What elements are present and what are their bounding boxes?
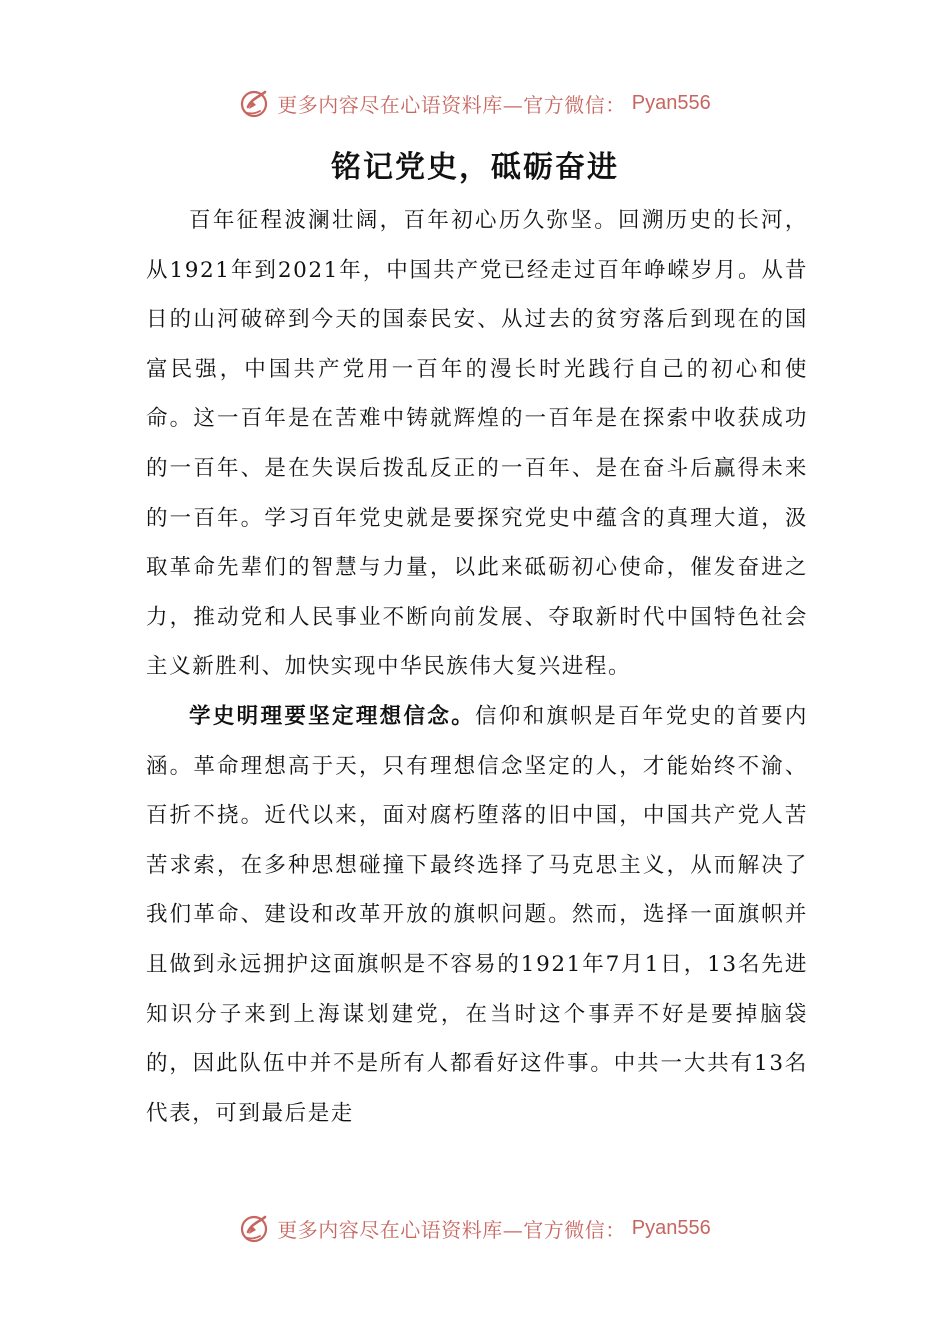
paragraph-intro-text: 百年征程波澜壮阔，百年初心历久弥坚。回溯历史的长河，从1921年到2021年，中国共产党已经走过百年峥嵘岁月。从昔日的山河破碎到今天的国泰民安、从过去的贫穷落后到现在的国富民强，中国共产党用一百年的漫长时光践行自己的初心和使命。这一百年是在苦难中铸就辉煌的一百年是在探索中收获成功的一百年、是在失误后拨乱反正的一百年、是在奋斗后赢得未来的一百年。学习百年党史就是要探究党史中蕴含的真理大道，汲取革命先辈们的智慧与力量，以此来砥砺初心使命，催发奋进之力，推动党和人民事业不断向前发展、夺取新时代中国特色社会主义新胜利、加快实现中华民族伟大复兴进程。	[146, 208, 808, 680]
paragraph-ideals-lead: 学史明理要坚定理想信念。	[189, 703, 476, 729]
paragraph-ideals	[146, 692, 808, 1138]
watermark-brand-text: 更多内容尽在心语资料库—官方微信：	[277, 1217, 626, 1242]
paragraph-intro	[146, 196, 808, 692]
footer-watermark	[0, 1208, 950, 1248]
paragraph-ideals-text: 信仰和旗帜是百年党史的首要内涵。革命理想高于天，只有理想信念坚定的人，才能始终不渝、百折不挠。近代以来，面对腐朽堕落的旧中国，中国共产党人苦苦求索，在多种思想碰撞下最终选择了马克思主义，从而解决了我们革命、建设和改革开放的旗帜问题。然而，选择一面旗帜并且做到永远拥护这面旗帜是不容易的1921年7月1日，13名先进知识分子来到上海谋划建党，在当时这个事弄不好是要掉脑袋的，因此队伍中并不是所有人都看好这件事。中共一大共有13名代表，可到最后是走	[146, 703, 808, 1126]
header-watermark	[0, 83, 950, 123]
pen-swirl-logo-icon	[239, 87, 271, 119]
pen-swirl-logo-icon	[239, 1212, 271, 1244]
document-body	[146, 196, 808, 1138]
document-title: 铭记党史，砥砺奋进	[331, 150, 619, 185]
watermark-wechat-id: Pyan556	[631, 1216, 711, 1239]
watermark-brand-text: 更多内容尽在心语资料库—官方微信：	[277, 92, 626, 117]
watermark-wechat-id: Pyan556	[631, 91, 711, 114]
